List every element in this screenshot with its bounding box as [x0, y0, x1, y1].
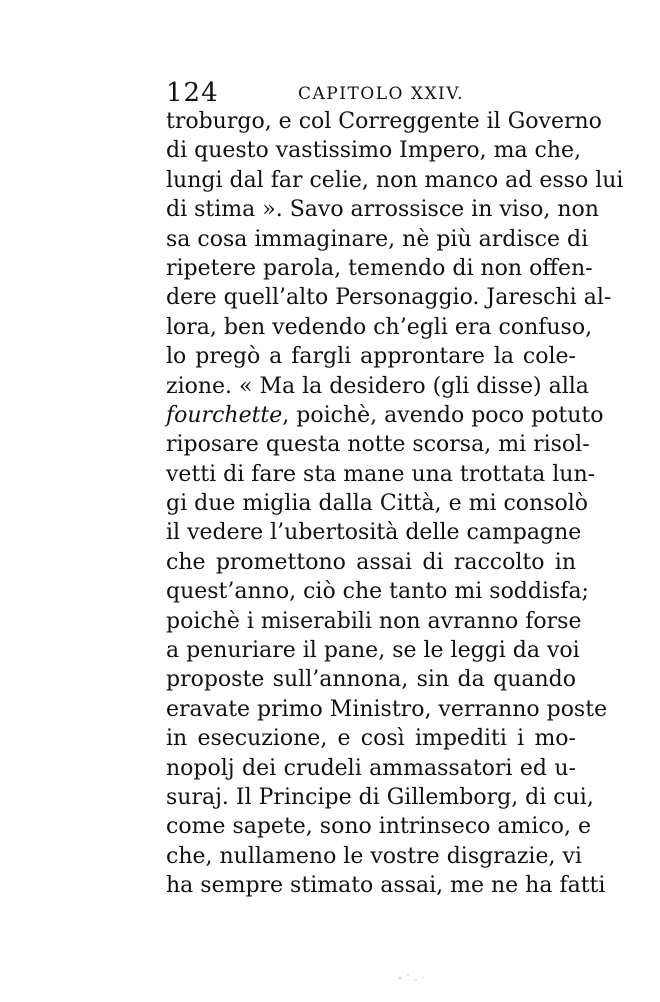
text-line: gi due miglia dalla Città, e mi consolò	[166, 491, 589, 517]
text-line-with-italic	[166, 401, 604, 430]
text-line: che promettono assai di raccolto in	[166, 549, 576, 575]
running-head	[166, 78, 576, 108]
text-line: nopolj dei crudeli ammassatori ed u-	[166, 755, 576, 781]
paper-speck-mark	[392, 968, 432, 988]
text-line: riposare questa notte scorsa, mi risol-	[166, 432, 590, 458]
text-line-rest: , poichè, avendo poco potuto	[282, 402, 604, 428]
text-line: a penuriare il pane, se le leggi da voi	[166, 638, 580, 664]
text-line: sa cosa immaginare, nè più ardisce di	[166, 226, 589, 252]
text-line: troburgo, e col Correggente il Governo	[166, 109, 602, 134]
text-line: poichè i miserabili non avranno forse	[166, 608, 582, 634]
italic-word: fourchette	[166, 402, 283, 428]
text-line: lo pregò a fargli approntare la cole-	[166, 344, 576, 370]
text-line: zione. « Ma la desidero (gli disse) alla	[166, 373, 589, 399]
text-line: come sapete, sono intrinseco amico, e	[166, 814, 591, 840]
text-line: quest’anno, ciò che tanto mi soddisfa;	[166, 579, 589, 605]
chapter-title: CAPITOLO XXIV.	[298, 84, 464, 104]
text-line: eravate primo Ministro, verranno poste	[166, 696, 608, 722]
text-line: di questo vastissimo Impero, ma che,	[166, 138, 582, 164]
text-line: vetti di fare sta mane una trottata lun-	[166, 461, 596, 487]
page-number: 124	[166, 78, 219, 108]
text-line: ha sempre stimato assai, me ne ha fatti	[166, 873, 606, 899]
text-line: che, nullameno le vostre disgrazie, vi	[166, 843, 582, 869]
text-line: dere quell’alto Personaggio. Jareschi al-	[166, 285, 612, 311]
body-text	[166, 107, 624, 901]
text-line: lungi dal far celie, non manco ad esso lui	[166, 167, 624, 193]
text-line: di stima ». Savo arrossisce in viso, non	[166, 197, 599, 223]
text-line: il vedere l’ubertosità delle campagne	[166, 520, 582, 546]
text-line: ripetere parola, temendo di non offen-	[166, 255, 593, 281]
text-line: lora, ben vedendo ch’egli era confuso,	[166, 314, 593, 340]
text-line: suraj. Il Principe di Gillemborg, di cui,	[166, 784, 594, 810]
text-line: in esecuzione, e così impediti i mo-	[166, 726, 576, 752]
text-line: proposte sull’annona, sin da quando	[166, 667, 576, 693]
